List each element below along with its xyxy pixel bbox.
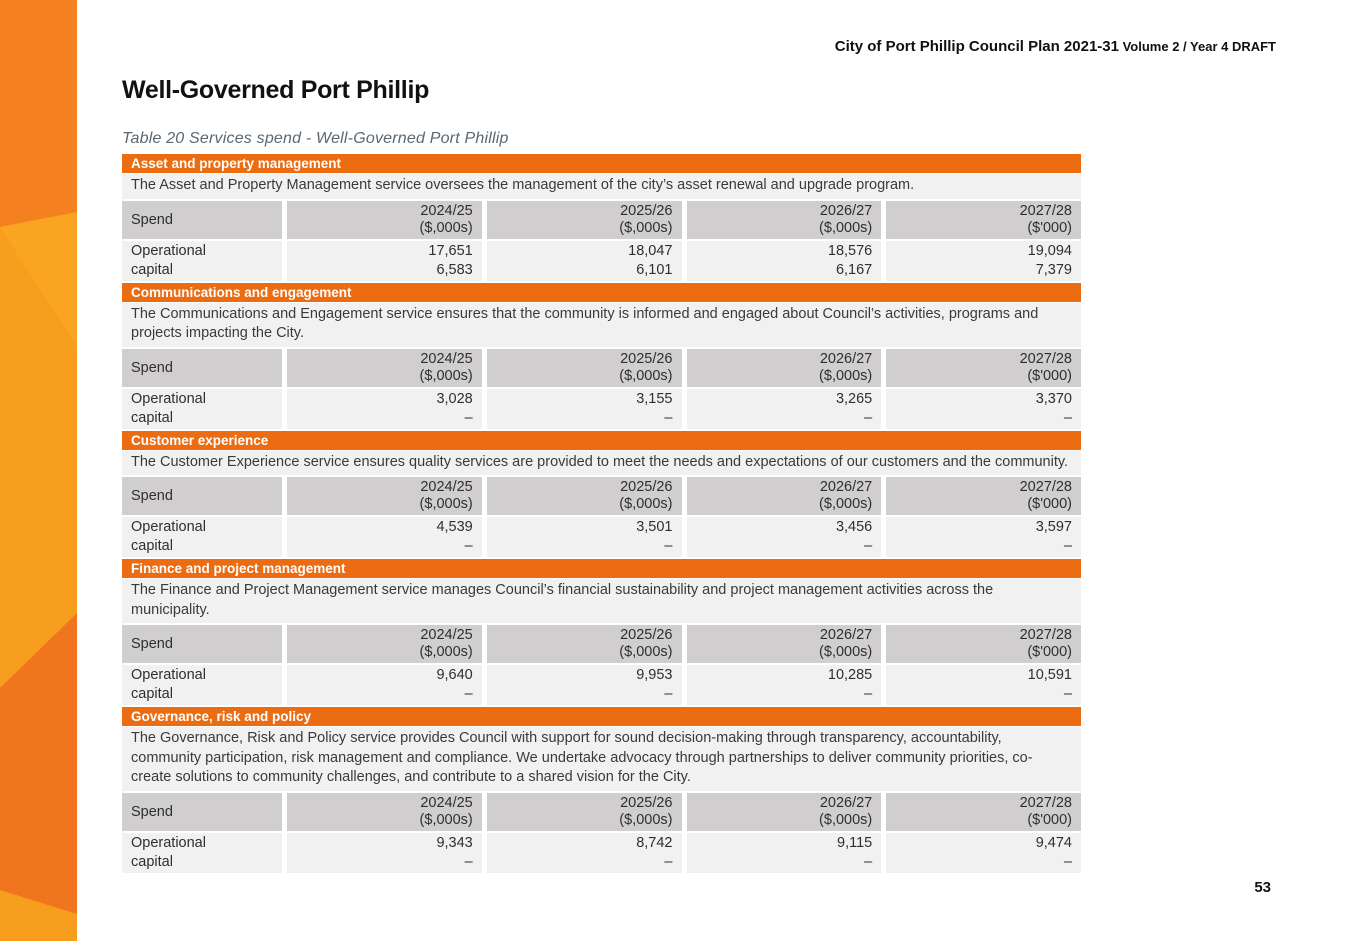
row-label-capital: capital — [131, 686, 173, 702]
row-label-capital: capital — [131, 538, 173, 554]
operational-value: 3,155 — [636, 390, 673, 407]
capital-value: 6,583 — [436, 261, 473, 278]
year-column-header-2027-28 — [886, 349, 1081, 387]
service-section — [122, 154, 1081, 281]
year-label: 2026/27 — [819, 794, 873, 811]
unit-label: ($,000s) — [819, 811, 873, 828]
unit-label: ($,000s) — [419, 496, 473, 512]
capital-value: – — [1063, 853, 1072, 870]
year-column-header-2026-27 — [687, 625, 882, 663]
operational-value: 9,343 — [436, 834, 473, 851]
year-label: 2025/26 — [620, 627, 673, 643]
spend-column-header: Spend — [122, 349, 282, 387]
values-cell-2026-27 — [687, 517, 882, 557]
operational-value: 9,953 — [636, 667, 673, 683]
operational-value: 3,370 — [1035, 390, 1072, 407]
year-column-header-2024-25 — [287, 349, 482, 387]
year-column-header-2025-26 — [487, 349, 682, 387]
section-title: Governance, risk and policy — [131, 709, 312, 724]
spend-table-body — [122, 833, 1081, 873]
row-label-operational: Operational — [131, 667, 206, 683]
capital-value: – — [464, 686, 473, 702]
operational-value: 3,028 — [436, 390, 473, 407]
values-cell-2025-26 — [487, 241, 682, 281]
values-cell-2025-26 — [487, 833, 682, 873]
row-labels-cell — [122, 517, 282, 557]
capital-value: – — [464, 853, 473, 870]
values-cell-2027-28 — [886, 517, 1081, 557]
operational-value: 19,094 — [1027, 242, 1072, 259]
row-label-capital: capital — [131, 409, 173, 426]
page-title: Well-Governed Port Phillip — [122, 76, 430, 104]
unit-label: ($,000s) — [619, 644, 673, 660]
unit-label: ($'000) — [1027, 219, 1072, 236]
row-labels-cell — [122, 665, 282, 705]
spend-table-body — [122, 517, 1081, 557]
capital-value: – — [1063, 409, 1072, 426]
capital-value: 6,101 — [636, 261, 673, 278]
operational-value: 17,651 — [428, 242, 473, 259]
row-label-capital: capital — [131, 261, 173, 278]
capital-value: – — [864, 853, 873, 870]
values-cell-2025-26 — [487, 517, 682, 557]
service-section — [122, 559, 1081, 705]
values-cell-2024-25 — [287, 241, 482, 281]
year-label: 2026/27 — [819, 202, 873, 219]
values-cell-2027-28 — [886, 241, 1081, 281]
operational-value: 9,115 — [837, 834, 873, 851]
row-label-operational: Operational — [131, 834, 206, 851]
document-header-suffix: Volume 2 / Year 4 DRAFT — [1118, 39, 1276, 54]
year-label: 2025/26 — [620, 350, 673, 367]
spend-column-header: Spend — [122, 625, 282, 663]
values-cell-2027-28 — [886, 665, 1081, 705]
capital-value: – — [464, 538, 473, 554]
values-cell-2026-27 — [687, 833, 882, 873]
year-column-header-2024-25 — [287, 201, 482, 239]
year-column-header-2024-25 — [287, 477, 482, 515]
unit-label: ($,000s) — [419, 219, 473, 236]
unit-label: ($,000s) — [419, 644, 473, 660]
unit-label: ($'000) — [1027, 811, 1072, 828]
row-label-operational: Operational — [131, 242, 206, 259]
values-cell-2026-27 — [687, 241, 882, 281]
year-column-header-2024-25 — [287, 625, 482, 663]
capital-value: – — [664, 538, 673, 554]
unit-label: ($'000) — [1027, 367, 1072, 384]
unit-label: ($,000s) — [619, 367, 673, 384]
unit-label: ($,000s) — [619, 496, 673, 512]
unit-label: ($,000s) — [419, 367, 473, 384]
section-description: The Asset and Property Management service oversees the management of the city’s asset renewal and upgrade program. — [122, 174, 1081, 199]
year-label: 2024/25 — [420, 627, 473, 643]
section-title: Finance and project management — [131, 561, 346, 576]
operational-value: 9,640 — [436, 667, 473, 683]
document-header — [835, 38, 1276, 56]
capital-value: – — [864, 409, 873, 426]
row-label-capital: capital — [131, 853, 173, 870]
page-number: 53 — [1254, 879, 1271, 896]
values-cell-2025-26 — [487, 665, 682, 705]
row-labels-cell — [122, 833, 282, 873]
spend-table-body — [122, 389, 1081, 429]
decorative-sidebar — [0, 0, 77, 941]
year-column-header-2025-26 — [487, 625, 682, 663]
capital-value: – — [864, 686, 873, 702]
operational-value: 10,285 — [827, 667, 873, 683]
unit-label: ($'000) — [1027, 496, 1072, 512]
year-label: 2026/27 — [819, 350, 873, 367]
year-label: 2027/28 — [1019, 479, 1072, 495]
year-label: 2026/27 — [819, 627, 873, 643]
capital-value: – — [1063, 686, 1072, 702]
year-label: 2026/27 — [819, 479, 873, 495]
year-column-header-2025-26 — [487, 201, 682, 239]
spend-column-header: Spend — [122, 793, 282, 831]
spend-table-header-row — [122, 349, 1081, 387]
spend-table-header-row — [122, 793, 1081, 831]
unit-label: ($,000s) — [819, 367, 873, 384]
spend-table-header-row — [122, 625, 1081, 663]
year-label: 2027/28 — [1019, 202, 1072, 219]
year-label: 2024/25 — [420, 350, 473, 367]
year-column-header-2025-26 — [487, 793, 682, 831]
section-description: The Governance, Risk and Policy service provides Council with support for sound decision-making through transparency, accountability, community participation, risk management and compliance. We undertake advocacy through partnerships to deliver community priorities, co-create solutions to community challenges, and contribute to a shared vision for the City. — [122, 727, 1081, 791]
unit-label: ($,000s) — [419, 811, 473, 828]
capital-value: 7,379 — [1035, 261, 1072, 278]
capital-value: – — [664, 853, 673, 870]
year-label: 2024/25 — [420, 794, 473, 811]
year-label: 2024/25 — [420, 202, 473, 219]
unit-label: ($,000s) — [619, 811, 673, 828]
values-cell-2024-25 — [287, 389, 482, 429]
row-labels-cell — [122, 389, 282, 429]
capital-value: – — [664, 409, 673, 426]
values-cell-2025-26 — [487, 389, 682, 429]
section-title-bar — [122, 431, 1081, 450]
year-column-header-2026-27 — [687, 201, 882, 239]
section-description: The Communications and Engagement service ensures that the community is informed and engaged about Council’s activities, programs and projects impacting the City. — [122, 303, 1081, 347]
year-label: 2025/26 — [620, 479, 673, 495]
operational-value: 8,742 — [636, 834, 673, 851]
operational-value: 3,501 — [636, 519, 673, 535]
year-label: 2027/28 — [1019, 350, 1072, 367]
section-title-bar — [122, 707, 1081, 726]
values-cell-2024-25 — [287, 833, 482, 873]
document-header-title: City of Port Phillip Council Plan 2021-31 — [834, 38, 1119, 55]
section-title: Customer experience — [131, 432, 269, 448]
operational-value: 4,539 — [436, 519, 473, 535]
section-title-bar — [122, 283, 1081, 302]
spend-column-header: Spend — [122, 201, 282, 239]
year-label: 2025/26 — [620, 794, 673, 811]
year-column-header-2027-28 — [886, 201, 1081, 239]
capital-value: – — [664, 686, 673, 702]
unit-label: ($,000s) — [819, 219, 873, 236]
values-cell-2026-27 — [687, 389, 882, 429]
values-cell-2027-28 — [886, 389, 1081, 429]
year-column-header-2027-28 — [886, 793, 1081, 831]
section-title-bar — [122, 559, 1081, 578]
operational-value: 3,456 — [835, 519, 873, 535]
section-title-bar — [122, 154, 1081, 173]
row-label-operational: Operational — [131, 519, 206, 535]
service-section — [122, 707, 1081, 873]
year-column-header-2024-25 — [287, 793, 482, 831]
operational-value: 18,576 — [827, 242, 873, 259]
section-description: The Finance and Project Management service manages Council’s financial sustainability and project management activities across the municipality. — [122, 579, 1081, 623]
year-column-header-2027-28 — [886, 477, 1081, 515]
operational-value: 10,591 — [1027, 667, 1072, 683]
unit-label: ($'000) — [1027, 644, 1072, 660]
spend-column-header: Spend — [122, 477, 282, 515]
year-column-header-2026-27 — [687, 793, 882, 831]
capital-value: 6,167 — [835, 261, 873, 278]
spend-table-body — [122, 665, 1081, 705]
year-column-header-2026-27 — [687, 477, 882, 515]
values-cell-2024-25 — [287, 665, 482, 705]
operational-value: 3,597 — [1035, 519, 1072, 535]
values-cell-2026-27 — [687, 665, 882, 705]
capital-value: – — [1063, 538, 1072, 554]
year-column-header-2027-28 — [886, 625, 1081, 663]
section-description: The Customer Experience service ensures quality services are provided to meet the needs and expectations of our customers and the community. — [122, 451, 1081, 476]
year-column-header-2025-26 — [487, 477, 682, 515]
section-title: Communications and engagement — [131, 284, 352, 300]
operational-value: 18,047 — [628, 242, 673, 259]
unit-label: ($,000s) — [819, 644, 873, 660]
values-cell-2024-25 — [287, 517, 482, 557]
sections-container — [122, 154, 1081, 875]
operational-value: 9,474 — [1035, 834, 1072, 851]
spend-table-header-row — [122, 201, 1081, 239]
capital-value: – — [464, 409, 473, 426]
section-title: Asset and property management — [131, 156, 342, 171]
operational-value: 3,265 — [835, 390, 873, 407]
capital-value: – — [864, 538, 873, 554]
year-label: 2025/26 — [620, 202, 673, 219]
row-labels-cell — [122, 241, 282, 281]
table-caption: Table 20 Services spend - Well-Governed Port Phillip — [122, 130, 509, 147]
year-label: 2027/28 — [1019, 627, 1072, 643]
values-cell-2027-28 — [886, 833, 1081, 873]
year-column-header-2026-27 — [687, 349, 882, 387]
spend-table-header-row — [122, 477, 1081, 515]
spend-table-body — [122, 241, 1081, 281]
unit-label: ($,000s) — [819, 496, 873, 512]
row-label-operational: Operational — [131, 390, 206, 407]
service-section — [122, 283, 1081, 429]
year-label: 2027/28 — [1019, 794, 1072, 811]
unit-label: ($,000s) — [619, 219, 673, 236]
service-section — [122, 431, 1081, 558]
year-label: 2024/25 — [420, 479, 473, 495]
